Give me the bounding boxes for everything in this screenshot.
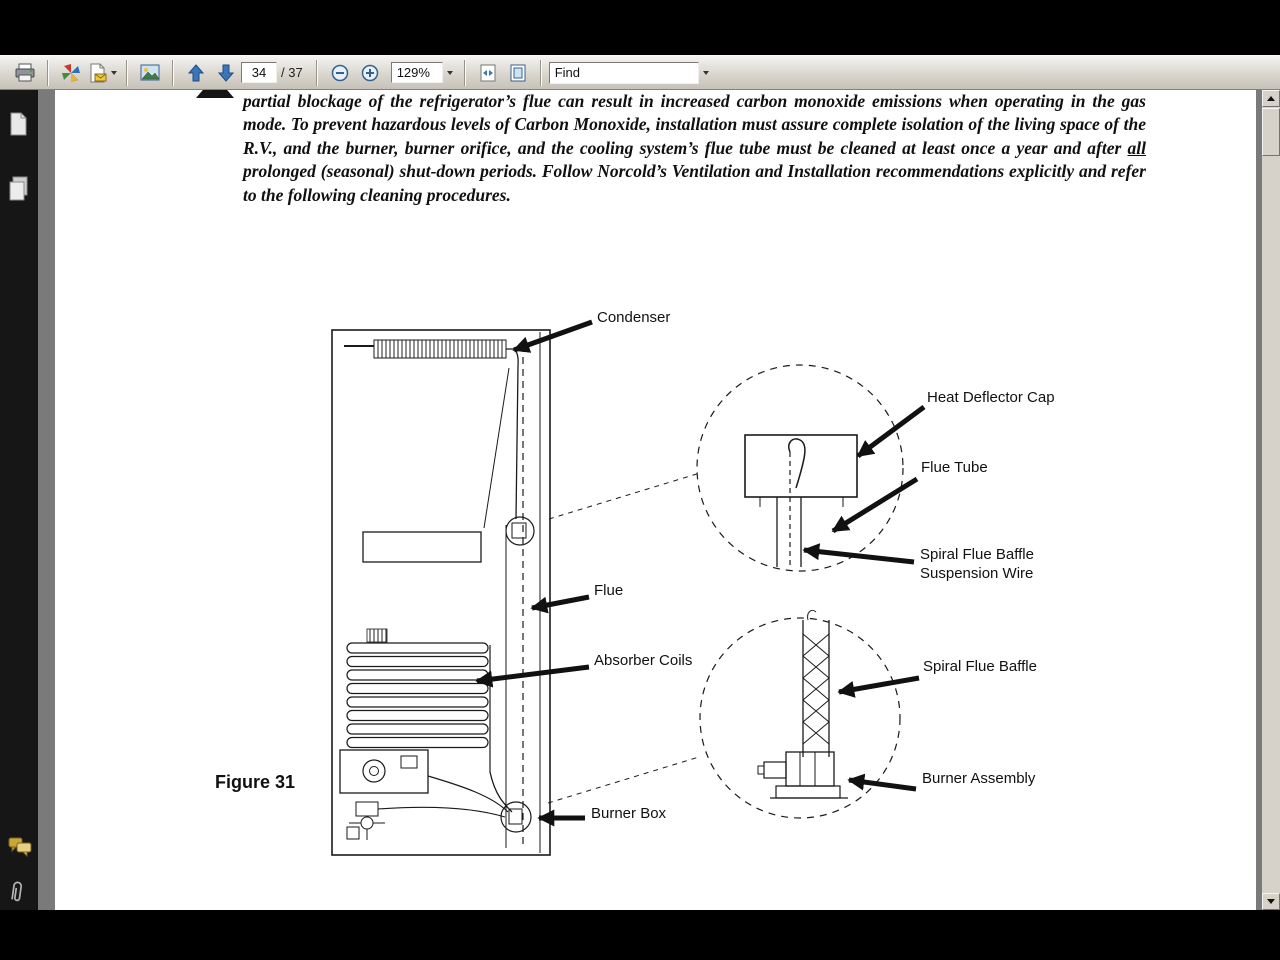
zoom-level-input[interactable] bbox=[391, 62, 443, 83]
label-flue-tube: Flue Tube bbox=[921, 459, 988, 476]
scroll-down-icon bbox=[1267, 899, 1275, 904]
fit-width-icon bbox=[478, 64, 498, 82]
picture-tasks-icon bbox=[140, 64, 160, 82]
next-page-icon bbox=[216, 63, 236, 83]
top-letterbox bbox=[0, 0, 1280, 55]
comments-panel-icon bbox=[8, 836, 32, 858]
email-attach-icon bbox=[88, 63, 108, 83]
label-burner-assembly: Burner Assembly bbox=[922, 770, 1036, 787]
page-total-label: / 37 bbox=[281, 65, 303, 80]
toolbar-separator bbox=[464, 60, 466, 86]
label-flue: Flue bbox=[594, 582, 624, 599]
label-suspension-wire-line2: Suspension Wire bbox=[920, 565, 1034, 582]
previous-page-button[interactable] bbox=[183, 59, 209, 86]
page-number-input[interactable] bbox=[241, 62, 277, 83]
next-page-button[interactable] bbox=[213, 59, 239, 86]
paragraph-underlined-word: all bbox=[1127, 137, 1146, 158]
zoom-dropdown-button[interactable] bbox=[443, 62, 457, 83]
document-workspace bbox=[0, 90, 1280, 910]
label-burner-box: Burner Box bbox=[591, 805, 667, 822]
toolbar-separator bbox=[126, 60, 128, 86]
label-spiral-flue-baffle: Spiral Flue Baffle bbox=[923, 658, 1037, 675]
label-absorber-coils: Absorber Coils bbox=[594, 652, 693, 669]
find-dropdown-caret bbox=[703, 71, 709, 75]
fit-width-button[interactable] bbox=[475, 59, 501, 86]
email-attach-button[interactable] bbox=[88, 59, 117, 86]
layers-panel-button[interactable] bbox=[8, 176, 30, 207]
print-icon bbox=[14, 63, 36, 83]
figure-caption: Figure 31 bbox=[215, 772, 296, 792]
label-heat-deflector-cap: Heat Deflector Cap bbox=[927, 389, 1055, 406]
vertical-scrollbar[interactable] bbox=[1262, 90, 1280, 910]
navigation-sidebar bbox=[0, 90, 38, 910]
attachments-panel-button[interactable] bbox=[8, 880, 26, 911]
find-input[interactable] bbox=[549, 62, 699, 84]
print-button[interactable] bbox=[12, 59, 38, 86]
scrollbar-thumb[interactable] bbox=[1262, 108, 1280, 156]
body-paragraph bbox=[243, 90, 1146, 207]
toolbar-separator bbox=[316, 60, 318, 86]
paragraph-part1: partial blockage of the refrigerator’s flue can result in increased carbon monoxide emissions when operating in the gas mode. To prevent hazardous levels of Carbon Monoxide, installation must assure complete isolation of the living space of the R.V., and the burner, burner orifice, and the cooling system’s flue tube must be cleaned at least once a year and after bbox=[243, 91, 1146, 158]
comments-panel-button[interactable] bbox=[8, 836, 32, 863]
create-pdf-button[interactable] bbox=[58, 59, 84, 86]
bottom-letterbox bbox=[0, 910, 1280, 960]
zoom-dropdown-caret bbox=[447, 71, 453, 75]
find-dropdown-button[interactable] bbox=[699, 62, 713, 83]
fit-page-icon bbox=[508, 64, 528, 82]
pages-panel-button[interactable] bbox=[8, 112, 29, 142]
email-dropdown-caret bbox=[111, 71, 117, 75]
scroll-up-button[interactable] bbox=[1262, 90, 1280, 107]
paragraph-part2: prolonged (seasonal) shut-down periods. Follow Norcold’s Ventilation and Installation recommendations explicitly and refer to the following cleaning procedures. bbox=[243, 161, 1146, 205]
zoom-out-icon bbox=[330, 63, 350, 83]
layers-panel-icon bbox=[8, 176, 30, 202]
toolbar-separator bbox=[540, 60, 542, 86]
reader-toolbar bbox=[0, 55, 1280, 90]
scroll-down-button[interactable] bbox=[1262, 893, 1280, 910]
label-condenser: Condenser bbox=[597, 309, 671, 326]
fit-page-button[interactable] bbox=[505, 59, 531, 86]
label-suspension-wire-line1: Spiral Flue Baffle bbox=[920, 546, 1034, 563]
create-pdf-icon bbox=[61, 63, 81, 83]
scroll-up-icon bbox=[1267, 96, 1275, 101]
toolbar-separator bbox=[47, 60, 49, 86]
pages-panel-icon bbox=[8, 112, 29, 137]
previous-page-icon bbox=[186, 63, 206, 83]
zoom-in-icon bbox=[360, 63, 380, 83]
label-suspension-wire bbox=[920, 545, 1034, 583]
toolbar-separator bbox=[172, 60, 174, 86]
zoom-out-button[interactable] bbox=[327, 59, 353, 86]
picture-tasks-button[interactable] bbox=[137, 59, 163, 86]
attachments-panel-icon bbox=[8, 880, 26, 906]
zoom-in-button[interactable] bbox=[357, 59, 383, 86]
